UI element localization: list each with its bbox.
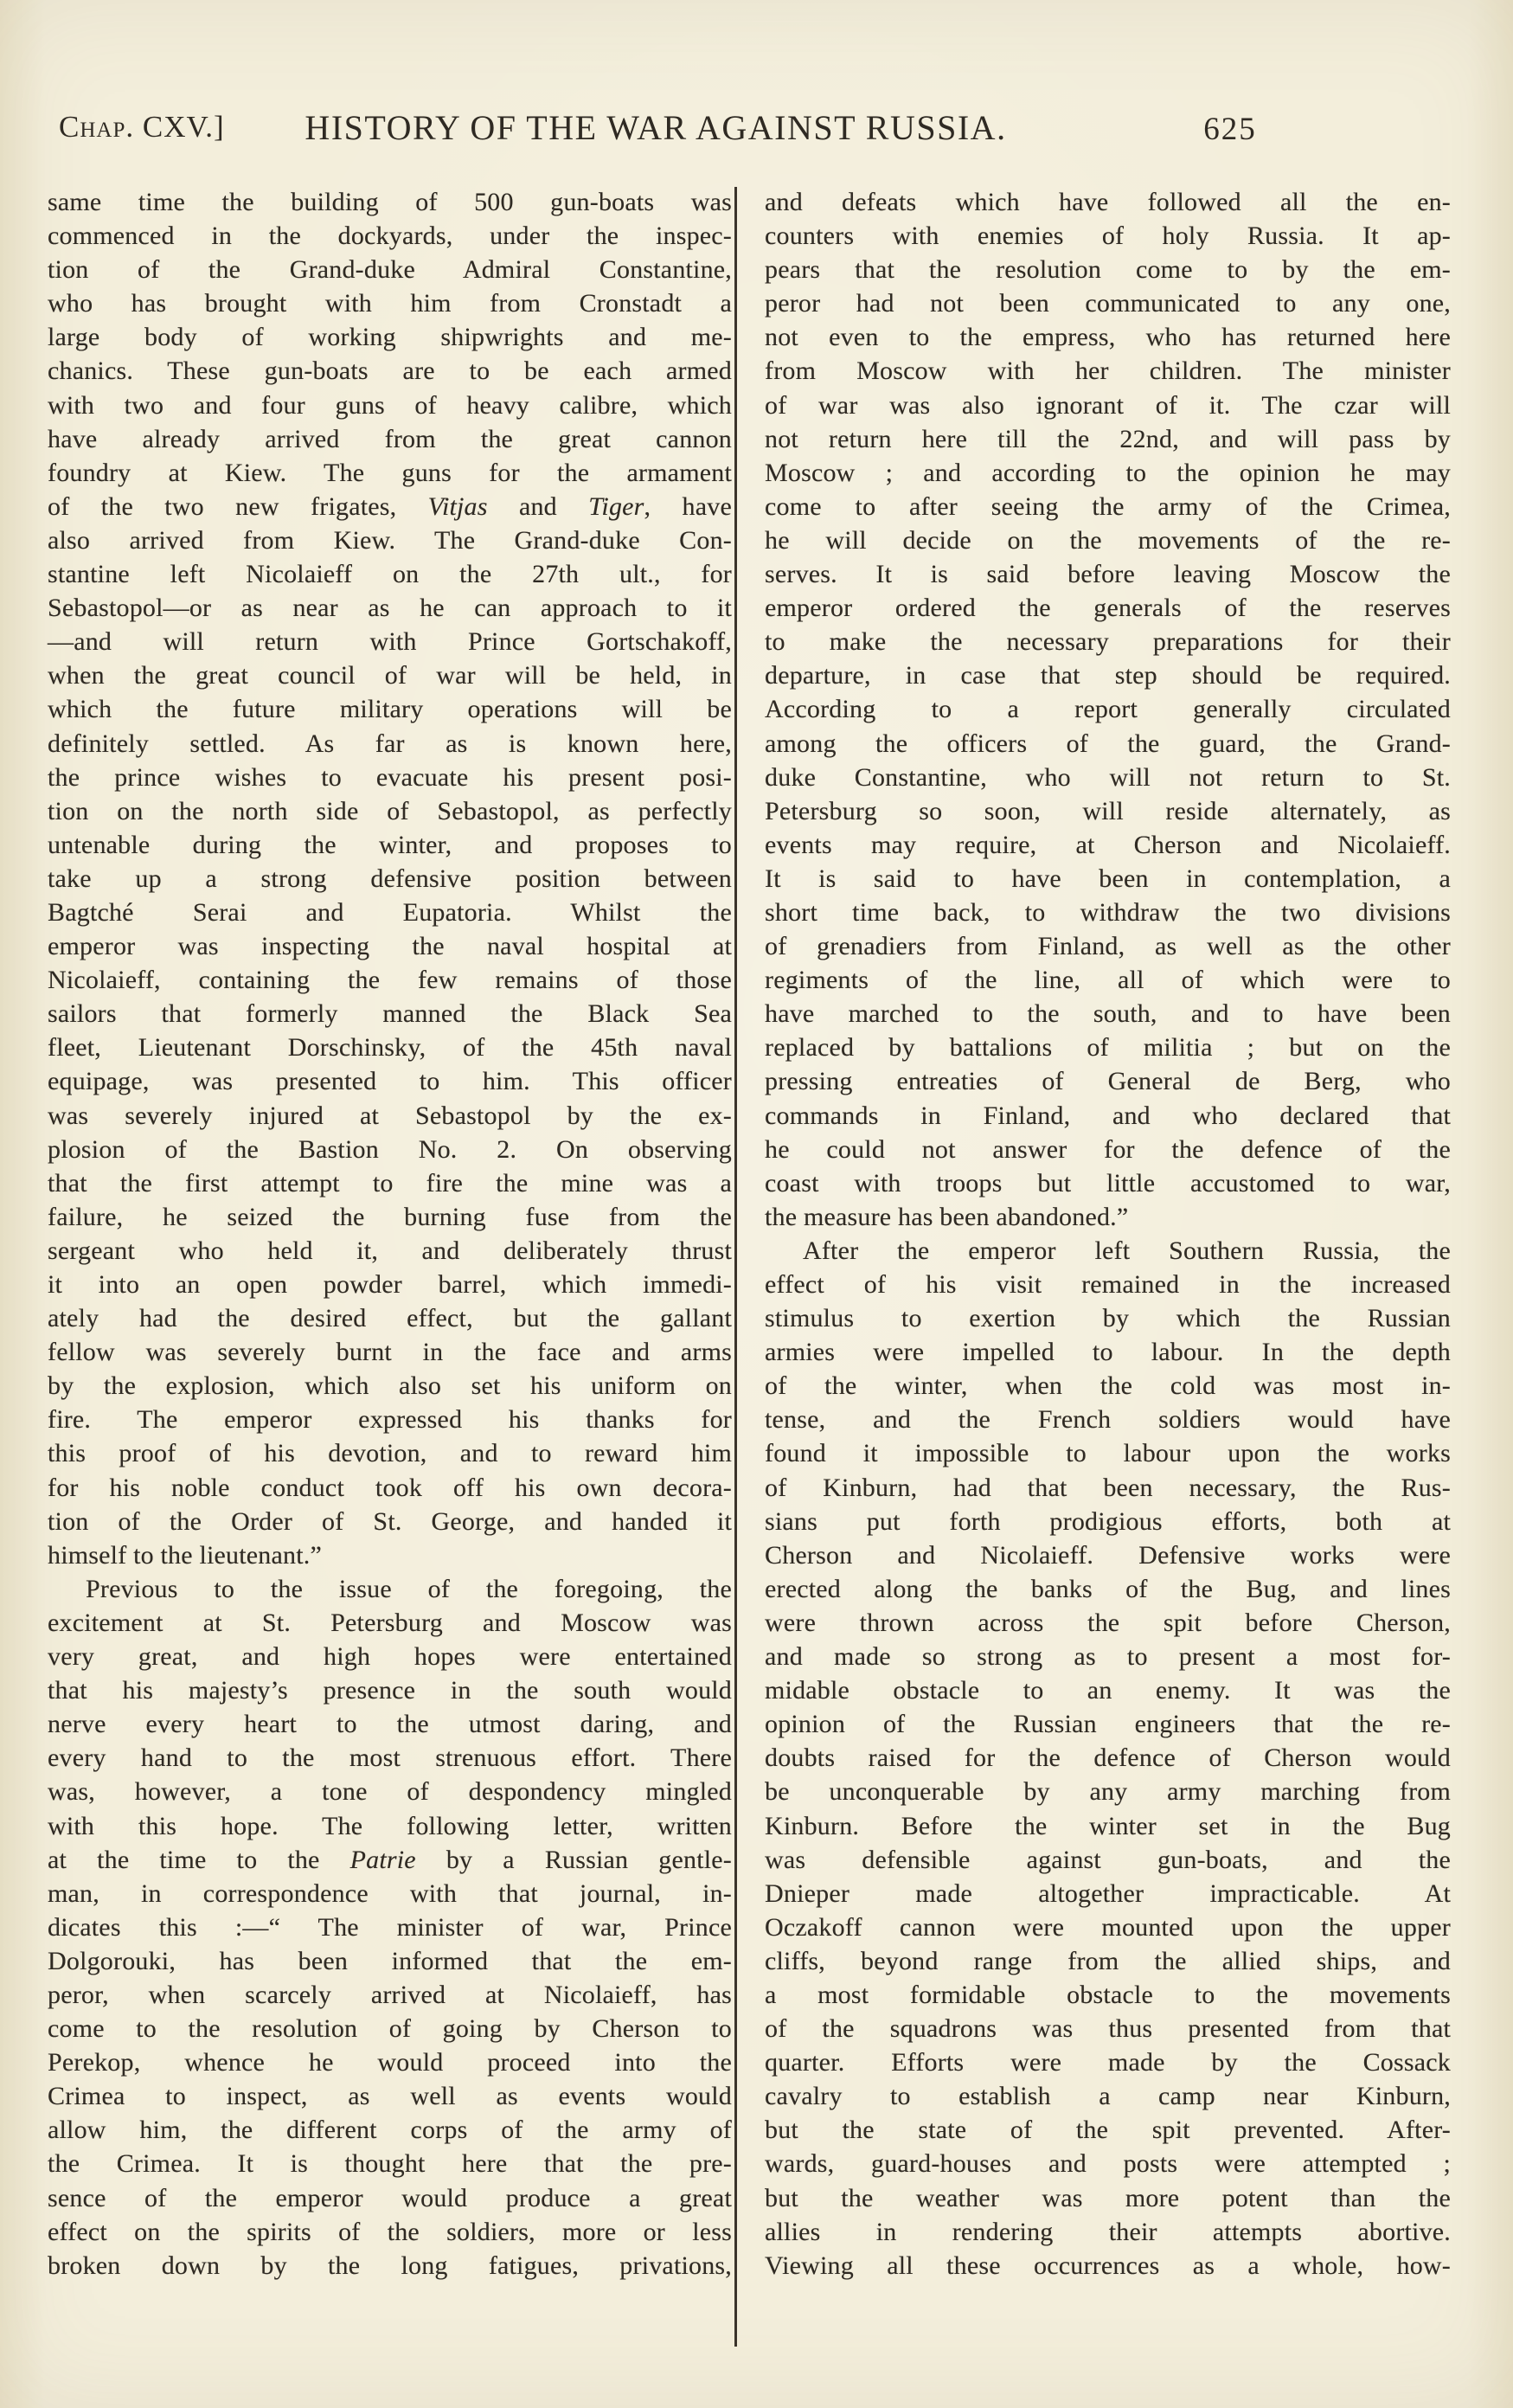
text-line: which the future military operations will be <box>48 695 732 724</box>
text-line: pressing entreaties of General de Berg, who <box>765 1067 1451 1096</box>
text-line: armies were impelled to labour. In the depth <box>765 1338 1451 1367</box>
text-line: Cherson and Nicolaieff. Defensive works were <box>765 1540 1451 1570</box>
text-line: with this hope. The following letter, written <box>48 1811 732 1840</box>
text-line: be unconquerable by any army marching from <box>765 1777 1451 1807</box>
text-line: Perekop, whence he would proceed into the <box>48 2048 732 2077</box>
text-line: dicates this :—“ The minister of war, Prince <box>48 1912 732 1942</box>
text-line: emperor was inspecting the naval hospital at <box>48 932 732 961</box>
text-line: departure, in case that step should be required. <box>765 661 1451 690</box>
text-line: sailors that formerly manned the Black Sea <box>48 999 732 1029</box>
text-line: Crimea to inspect, as well as events would <box>48 2082 732 2111</box>
text-line: counters with enemies of holy Russia. It ap- <box>765 222 1451 251</box>
text-line: at the time to the Patrie by a Russian gentle- <box>48 1845 732 1874</box>
text-line: of Kinburn, had that been necessary, the Rus- <box>765 1473 1451 1502</box>
text-line: but the weather was more potent than the <box>765 2183 1451 2212</box>
text-line: of the winter, when the cold was most in- <box>765 1371 1451 1401</box>
text-line: that his majesty’s presence in the south would <box>48 1676 732 1705</box>
text-line: of grenadiers from Finland, as well as the other <box>765 932 1451 961</box>
text-line: effect of his visit remained in the increased <box>765 1270 1451 1299</box>
text-line: who has brought with him from Cronstadt a <box>48 289 732 318</box>
text-line: was defensible against gun-boats, and the <box>765 1845 1451 1874</box>
text-line: to make the necessary preparations for their <box>765 627 1451 657</box>
text-line: a most formidable obstacle to the movements <box>765 1980 1451 2009</box>
left-column <box>48 185 732 2283</box>
text-line: Dnieper made altogether impracticable. At <box>765 1878 1451 1908</box>
text-line: himself to the lieutenant.” <box>48 1540 322 1570</box>
text-line: and defeats which have followed all the en- <box>765 188 1451 216</box>
text-line: peror, when scarcely arrived at Nicolaieff, has <box>48 1980 732 2009</box>
text-line: short time back, to withdraw the two divisions <box>765 897 1451 927</box>
text-line: effect on the spirits of the soldiers, more or less <box>48 2217 732 2246</box>
text-line: by the explosion, which also set his uniform on <box>48 1371 732 1401</box>
text-line: stimulus to exertion by which the Russian <box>765 1304 1451 1333</box>
text-line: plosion of the Bastion No. 2. On observing <box>48 1134 732 1164</box>
text-line: Previous to the issue of the foregoing, the <box>86 1574 732 1603</box>
text-line: the measure has been abandoned.” <box>765 1202 1129 1231</box>
text-line: failure, he seized the burning fuse from the <box>48 1202 732 1231</box>
text-line: come to after seeing the army of the Crimea, <box>765 491 1451 521</box>
page-title: HISTORY OF THE WAR AGAINST RUSSIA. <box>305 108 1007 147</box>
text-line: —and will return with Prince Gortschakoff, <box>48 627 732 657</box>
text-line: large body of working shipwrights and me- <box>48 323 732 352</box>
text-line: tense, and the French soldiers would have <box>765 1405 1451 1435</box>
text-line: tion of the Order of St. George, and handed it <box>48 1506 732 1536</box>
text-line: coast with troops but little accustomed to war, <box>765 1168 1451 1198</box>
text-line: It is said to have been in contemplation, a <box>765 864 1451 893</box>
text-line: After the emperor left Southern Russia, the <box>803 1236 1451 1265</box>
text-line: Moscow ; and according to the opinion he may <box>765 458 1451 487</box>
text-line: foundry at Kiew. The guns for the armament <box>48 458 732 487</box>
text-line: he could not answer for the defence of the <box>765 1134 1451 1164</box>
text-line: he will decide on the movements of the re- <box>765 525 1451 555</box>
text-line: equipage, was presented to him. This officer <box>48 1067 732 1096</box>
text-line: replaced by battalions of militia ; but on the <box>765 1033 1451 1063</box>
text-line: Nicolaieff, containing the few remains of those <box>48 966 732 995</box>
text-line: among the officers of the guard, the Grand- <box>765 729 1451 758</box>
text-line: and made so strong as to present a most for- <box>765 1642 1451 1672</box>
text-line: broken down by the long fatigues, privations, <box>48 2251 732 2280</box>
text-line: Petersburg so soon, will reside alternately, as <box>765 796 1451 825</box>
text-line: of the two new frigates, Vitjas and Tiger, have <box>48 491 732 521</box>
text-line: sians put forth prodigious efforts, both at <box>765 1506 1451 1536</box>
text-line: Bagtché Serai and Eupatoria. Whilst the <box>48 897 732 927</box>
text-line: Oczakoff cannon were mounted upon the upper <box>765 1912 1451 1942</box>
chapter-label: Chap. CXV.] <box>59 110 225 144</box>
text-line: from Moscow with her children. The minister <box>765 356 1451 386</box>
right-column <box>765 185 1451 2283</box>
text-line: found it impossible to labour upon the works <box>765 1439 1451 1468</box>
text-line: stantine left Nicolaieff on the 27th ult., for <box>48 560 732 589</box>
text-line: Dolgorouki, has been informed that the em- <box>48 1946 732 1975</box>
text-line: opinion of the Russian engineers that the re- <box>765 1710 1451 1739</box>
text-line: it into an open powder barrel, which immedi- <box>48 1270 732 1299</box>
text-line: wards, guard-houses and posts were attempted ; <box>765 2149 1451 2179</box>
text-line: sergeant who held it, and deliberately thrust <box>48 1236 732 1265</box>
text-line: pears that the resolution come to by the em- <box>765 255 1451 285</box>
text-line: the Crimea. It is thought here that the pre- <box>48 2149 732 2179</box>
text-line: that the first attempt to fire the mine was a <box>48 1168 732 1198</box>
text-line: nerve every heart to the utmost daring, and <box>48 1710 732 1739</box>
text-line: with two and four guns of heavy calibre, which <box>48 390 732 420</box>
text-line: duke Constantine, who will not return to St. <box>765 762 1451 792</box>
text-line: but the state of the spit prevented. After- <box>765 2116 1451 2145</box>
text-line: not return here till the 22nd, and will pass by <box>765 424 1451 453</box>
text-line: the prince wishes to evacuate his present posi- <box>48 762 732 792</box>
text-line: excitement at St. Petersburg and Moscow was <box>48 1608 732 1637</box>
text-line: regiments of the line, all of which were to <box>765 966 1451 995</box>
text-line: have marched to the south, and to have been <box>765 999 1451 1029</box>
text-line: tion of the Grand-duke Admiral Constantine, <box>48 255 732 285</box>
text-line: quarter. Efforts were made by the Cossack <box>765 2048 1451 2077</box>
text-line: very great, and high hopes were entertained <box>48 1642 732 1672</box>
text-line: definitely settled. As far as is known here, <box>48 729 732 758</box>
text-line: peror had not been communicated to any one, <box>765 289 1451 318</box>
text-line: of war was also ignorant of it. The czar will <box>765 390 1451 420</box>
text-line: Sebastopol—or as near as he can approach to it <box>48 594 732 623</box>
text-line: also arrived from Kiew. The Grand-duke Con- <box>48 525 732 555</box>
text-line: commenced in the dockyards, under the inspec- <box>48 222 732 251</box>
text-line: tion on the north side of Sebastopol, as perfectly <box>48 796 732 825</box>
text-line: fellow was severely burnt in the face and arms <box>48 1338 732 1367</box>
text-line: for his noble conduct took off his own decora- <box>48 1473 732 1502</box>
text-line: cliffs, beyond range from the allied ships, and <box>765 1946 1451 1975</box>
text-line: Kinburn. Before the winter set in the Bug <box>765 1811 1451 1840</box>
text-line: serves. It is said before leaving Moscow the <box>765 560 1451 589</box>
text-line: fire. The emperor expressed his thanks for <box>48 1405 732 1435</box>
text-line: midable obstacle to an enemy. It was the <box>765 1676 1451 1705</box>
text-line: not even to the empress, who has returned here <box>765 323 1451 352</box>
text-line: come to the resolution of going by Cherson to <box>48 2014 732 2044</box>
text-line: man, in correspondence with that journal, in- <box>48 1878 732 1908</box>
text-line: was, however, a tone of despondency mingled <box>48 1777 732 1807</box>
text-line: fleet, Lieutenant Dorschinsky, of the 45th naval <box>48 1033 732 1063</box>
text-line: doubts raised for the defence of Cherson would <box>765 1743 1451 1773</box>
text-line: erected along the banks of the Bug, and lines <box>765 1574 1451 1603</box>
text-line: when the great council of war will be held, in <box>48 661 732 690</box>
text-line: this proof of his devotion, and to reward him <box>48 1439 732 1468</box>
text-line: ately had the desired effect, but the gallant <box>48 1304 732 1333</box>
text-line: commands in Finland, and who declared that <box>765 1101 1451 1130</box>
text-line: cavalry to establish a camp near Kinburn, <box>765 2082 1451 2111</box>
page-number: 625 <box>1203 112 1257 147</box>
text-line: untenable during the winter, and proposes to <box>48 830 732 859</box>
text-line: emperor ordered the generals of the reserves <box>765 594 1451 623</box>
text-line: were thrown across the spit before Cherson, <box>765 1608 1451 1637</box>
text-line: events may require, at Cherson and Nicolaieff. <box>765 830 1451 859</box>
text-line: allies in rendering their attempts abortive. <box>765 2217 1451 2246</box>
text-line: Viewing all these occurrences as a whole, how- <box>765 2251 1451 2280</box>
text-line: every hand to the most strenuous effort. There <box>48 1743 732 1773</box>
text-line: According to a report generally circulated <box>765 695 1451 724</box>
text-line: take up a strong defensive position between <box>48 864 732 893</box>
text-line: allow him, the different corps of the army of <box>48 2116 732 2145</box>
text-line: was severely injured at Sebastopol by the ex- <box>48 1101 732 1130</box>
text-line: sence of the emperor would produce a great <box>48 2183 732 2212</box>
text-line: of the squadrons was thus presented from that <box>765 2014 1451 2044</box>
column-divider-rule <box>734 187 737 2347</box>
text-line: chanics. These gun-boats are to be each armed <box>48 356 732 386</box>
text-line: same time the building of 500 gun-boats was <box>48 188 732 216</box>
text-line: have already arrived from the great cannon <box>48 424 732 453</box>
